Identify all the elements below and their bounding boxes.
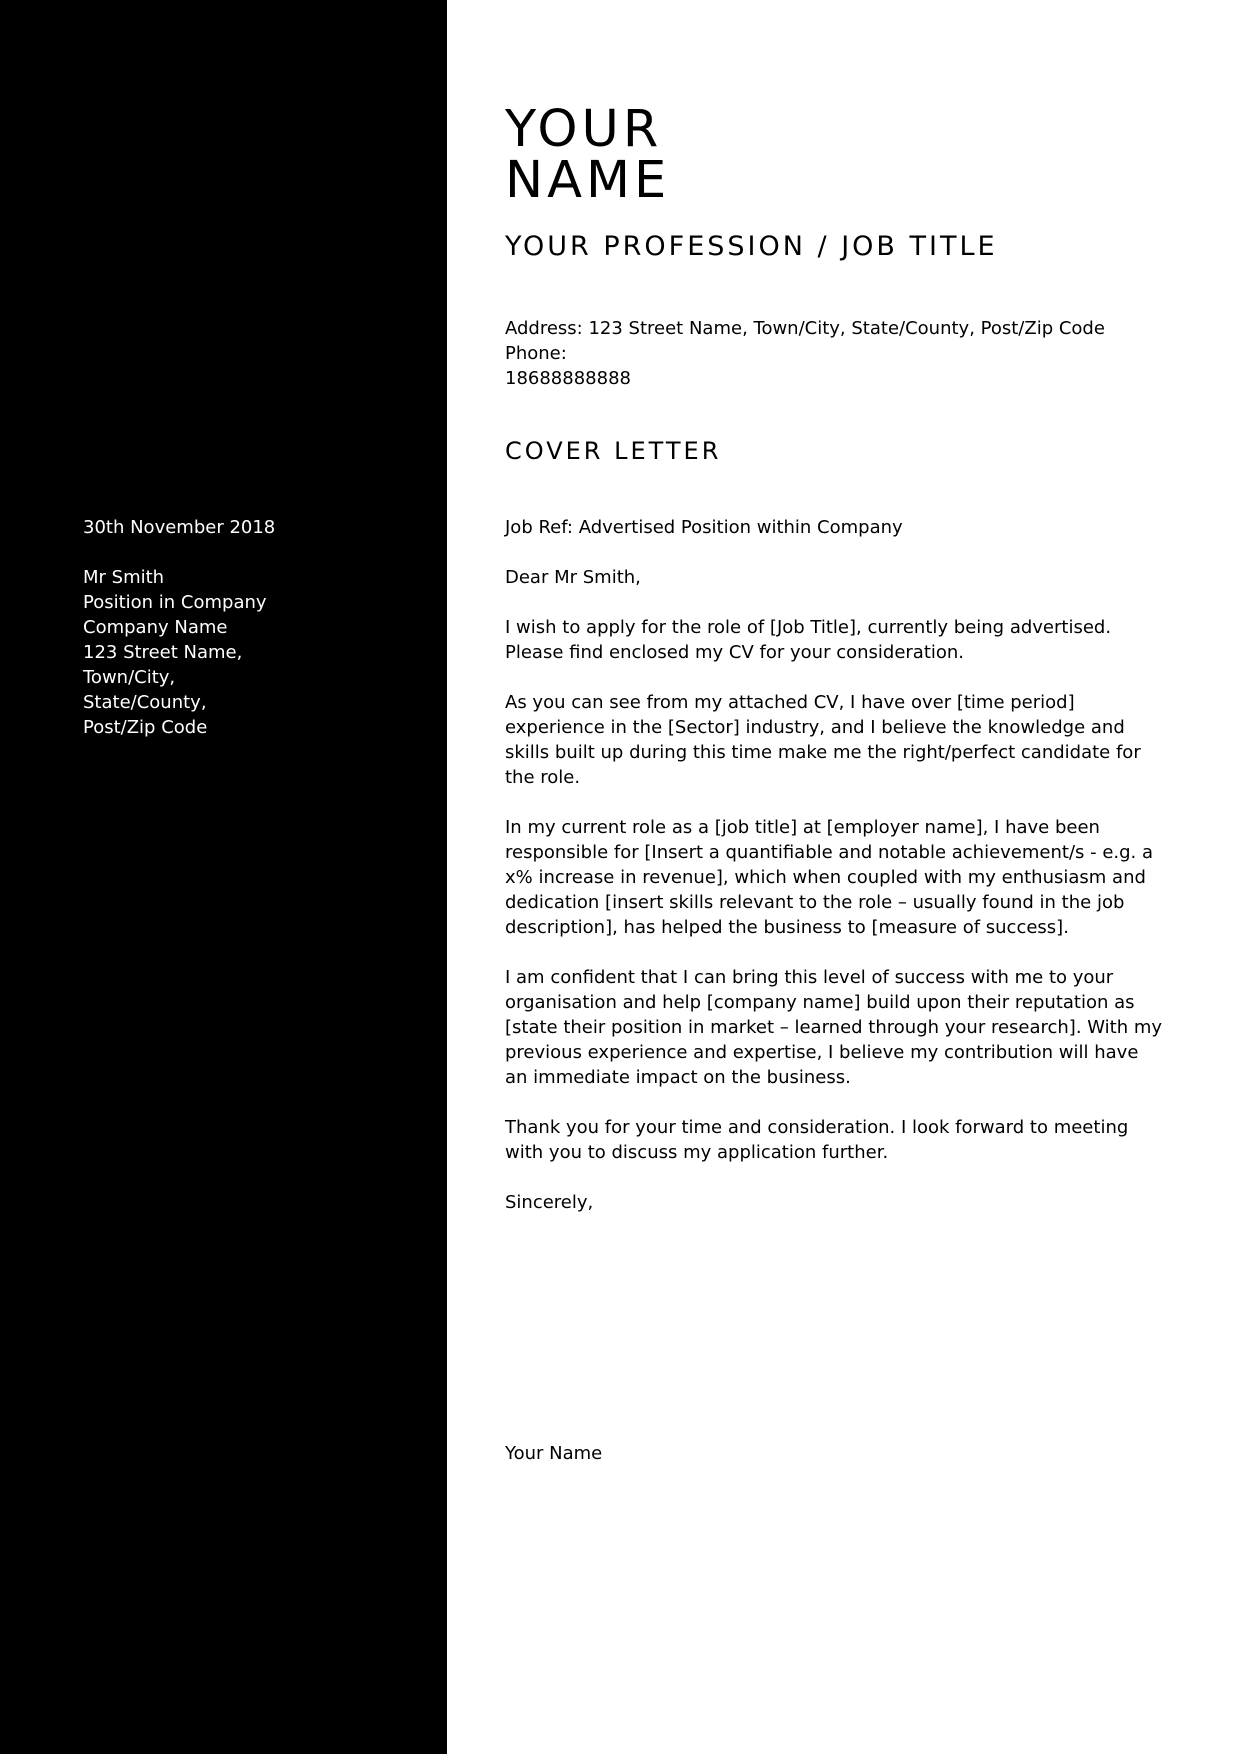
recipient-street: 123 Street Name, [83, 642, 243, 663]
letter-paragraph: I wish to apply for the role of [Job Title], currently being advertised. Please find enclosed my CV for your consideration. [505, 617, 1112, 663]
letter-paragraph: In my current role as a [job title] at [employer name], I have been responsible for [Insert a quantifiable and notable achievement/s - e.g. a x% increase in revenue], which when coupled with my enthusiasm and dedication [insert skills relevant to the role – usually found in the job description], has helped the business to [measure of success]. [505, 817, 1154, 938]
contact-phone-value: 18688888888 [505, 368, 631, 389]
letter-body [505, 515, 1165, 1240]
applicant-name-line2: NAME [505, 151, 671, 210]
recipient-position: Position in Company [83, 592, 267, 613]
applicant-name-line1: YOUR [505, 100, 663, 159]
job-reference: Job Ref: Advertised Position within Company [505, 517, 903, 538]
letter-date: 30th November 2018 [83, 517, 276, 538]
profession-title: YOUR PROFESSION / JOB TITLE [505, 231, 998, 262]
contact-address: Address: 123 Street Name, Town/City, State/County, Post/Zip Code [505, 318, 1105, 339]
recipient-company: Company Name [83, 617, 228, 638]
sidebar-content [83, 515, 423, 740]
recipient-town: Town/City, [83, 667, 176, 688]
letter-paragraph: As you can see from my attached CV, I have over [time period] experience in the [Sector] industry, and I believe the knowledge and skills built up during this time make me the right/perfect candidate for the role. [505, 692, 1141, 788]
recipient-state: State/County, [83, 692, 207, 713]
recipient-name: Mr Smith [83, 567, 165, 588]
letter-greeting: Dear Mr Smith, [505, 567, 641, 588]
sidebar [0, 0, 447, 1754]
letter-paragraph: Thank you for your time and consideration. I look forward to meeting with you to discuss my application further. [505, 1117, 1129, 1163]
applicant-name [505, 100, 671, 210]
letter-closing: Sincerely, [505, 1192, 594, 1213]
recipient-address [83, 565, 423, 740]
cover-letter-heading: COVER LETTER [505, 437, 722, 465]
recipient-postcode: Post/Zip Code [83, 717, 208, 738]
letter-paragraph: I am confident that I can bring this level of success with me to your organisation and help [company name] build upon their reputation as [state their position in market – learned through your research]. With my previous experience and expertise, I believe my contribution will have an immediate impact on the business. [505, 967, 1163, 1088]
contact-info [505, 316, 1185, 389]
signature-name: Your Name [505, 1443, 603, 1464]
contact-phone-label: Phone: [505, 343, 567, 364]
